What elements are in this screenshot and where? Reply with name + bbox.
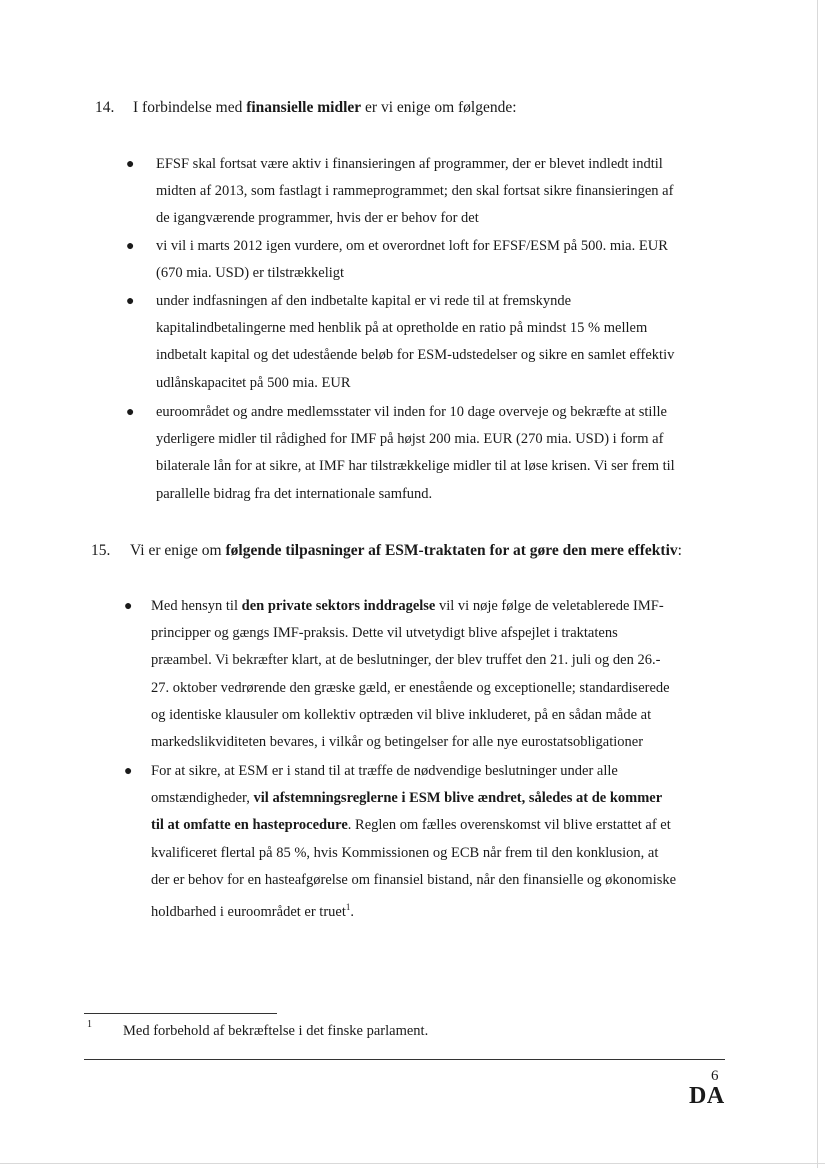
text-line	[151, 812, 751, 839]
scan-edge-bottom	[0, 1163, 825, 1164]
section-number: 14.	[95, 99, 115, 116]
text-line	[156, 233, 756, 260]
text-run: indbetalt kapital og det udestående beløb for ESM-udstedelser og sikre en samlet effektiv	[156, 347, 675, 364]
text-run: For at sikre, at ESM er i stand til at træffe de nødvendige beslutninger under alle	[151, 763, 618, 779]
text-line	[156, 260, 756, 287]
text-line	[156, 453, 756, 480]
footnote-text: Med forbehold af bekræftelse i det finske parlament.	[123, 1023, 429, 1039]
text-run: markedslikviditeten bevares, i vilkår og betingelser for alle nye eurostatsobligationer	[151, 734, 644, 751]
bullet-text	[156, 233, 756, 287]
text-line	[151, 894, 751, 926]
text-run: bilaterale lån for at sikre, at IMF har tilstrækkelige midler til at løse krisen. Vi ser frem til	[156, 458, 675, 475]
text-run: kapitalindbetalingerne med henblik på at opretholde en ratio på mindst 15 % mellem	[156, 320, 648, 337]
text-run: de igangværende programmer, hvis der er behov for det	[156, 210, 479, 227]
text-run: yderligere midler til rådighed for IMF på højst 200 mia. EUR (270 mia. USD) i form af	[156, 431, 664, 448]
scan-edge-right	[817, 0, 818, 1168]
text-line	[156, 426, 756, 453]
text-run: præambel. Vi bekræfter klart, at de beslutninger, der blev truffet den 21. juli og den 26.-	[151, 652, 661, 669]
text-line	[151, 593, 751, 620]
text-run: kvalificeret flertal på 85 %, hvis Kommissionen og ECB når frem til den konklusion, at	[151, 844, 659, 861]
text-run: (670 mia. USD) er tilstrækkeligt	[156, 265, 345, 282]
text-run: vi vil i marts 2012 igen vurdere, om et overordnet loft for EFSF/ESM på 500. mia. EUR	[156, 238, 668, 254]
text-run: Vi er enige om	[130, 542, 226, 559]
text-line	[156, 370, 756, 397]
text-run: holdbarhed i euroområdet er truet	[151, 903, 346, 920]
text-line	[156, 151, 756, 178]
section-number: 15.	[91, 542, 111, 559]
text-run: Med hensyn til	[151, 598, 242, 614]
bullet-dot-icon: ●	[126, 405, 135, 420]
text-line	[156, 288, 756, 315]
text-run: der er behov for en hasteafgørelse om finansiel bistand, når den finansielle og økonomiske	[151, 871, 677, 888]
bullet-text	[151, 593, 751, 756]
text-line	[156, 178, 756, 205]
text-line	[151, 647, 751, 674]
text-line	[151, 758, 751, 785]
text-run: 27. oktober vedrørende den græske gæld, er enestående og exceptionelle; standardiserede	[151, 679, 670, 696]
bullet-dot-icon: ●	[124, 764, 133, 779]
text-line	[156, 315, 756, 342]
text-line	[156, 342, 756, 369]
text-run: . Reglen om fælles overenskomst vil blive erstattet af et	[347, 817, 671, 834]
bullet-text	[151, 758, 751, 926]
text-run: parallelle bidrag fra det internationale samfund.	[156, 485, 433, 502]
text-run: og identiske klausuler om kollektiv optræden vil blive inkluderet, på en sådan måde at	[151, 706, 652, 723]
text-run: EFSF skal fortsat være aktiv i finansieringen af programmer, der er blevet indledt indtil	[156, 156, 663, 172]
text-run: vil vi nøje følge de veletablerede IMF-	[435, 598, 664, 614]
bold-text: til at omfatte en hasteprocedure	[151, 817, 348, 834]
text-run: omstændigheder,	[151, 790, 254, 807]
bold-text: finansielle midler	[246, 99, 362, 116]
text-run: .	[350, 903, 354, 920]
footnote-reference: 1	[345, 902, 351, 913]
text-line	[156, 399, 756, 426]
bullet-dot-icon: ●	[126, 294, 135, 309]
text-line	[156, 205, 756, 232]
bullet-dot-icon: ●	[126, 157, 135, 172]
text-line	[151, 840, 751, 867]
bullet-text	[156, 151, 756, 233]
bold-text: vil afstemningsreglerne i ESM blive ændret, således at de kommer	[253, 790, 663, 807]
footnote-marker: 1	[87, 1019, 92, 1030]
text-line	[151, 620, 751, 647]
section-heading-text	[130, 541, 682, 561]
text-run: under indfasningen af den indbetalte kapital er vi rede til at fremskynde	[156, 293, 572, 309]
bullet-text	[156, 288, 756, 397]
bullet-text	[156, 399, 756, 508]
section-heading-text	[133, 98, 517, 118]
bullet-dot-icon: ●	[124, 599, 133, 614]
language-code: DA	[689, 1083, 725, 1109]
page-footer-rule	[84, 1059, 725, 1060]
text-line	[151, 702, 751, 729]
bold-text: den private sektors inddragelse	[241, 598, 436, 614]
text-run: principper og gængs IMF-praksis. Dette vil utvetydigt blive afspejlet i traktatens	[151, 625, 618, 642]
text-run: er vi enige om følgende:	[361, 99, 517, 116]
page-number: 6	[711, 1068, 719, 1084]
text-run: I forbindelse med	[133, 99, 247, 116]
text-line	[151, 785, 751, 812]
text-line	[151, 675, 751, 702]
bold-text: følgende tilpasninger af ESM-traktaten for at gøre den mere effektiv	[225, 542, 678, 559]
text-run: :	[677, 542, 682, 559]
text-line	[156, 481, 756, 508]
bullet-dot-icon: ●	[126, 239, 135, 254]
text-line	[151, 729, 751, 756]
text-line	[151, 867, 751, 894]
text-run: midten af 2013, som fastlagt i rammeprogrammet; den skal fortsat sikre finansieringen af	[156, 183, 674, 200]
text-run: euroområdet og andre medlemsstater vil inden for 10 dage overveje og bekræfte at stille	[156, 404, 667, 420]
footnote-separator	[84, 1013, 277, 1014]
text-run: udlånskapacitet på 500 mia. EUR	[156, 374, 351, 391]
